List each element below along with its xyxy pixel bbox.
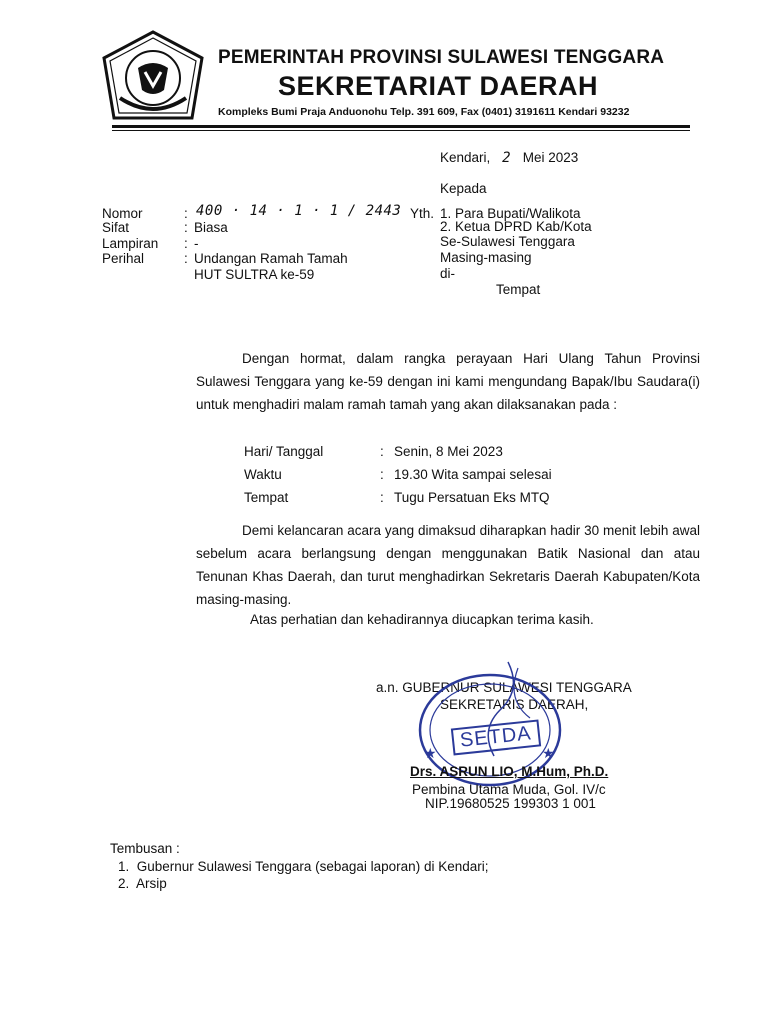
header-rule: [112, 125, 690, 128]
perihal-label: Perihal: [102, 251, 145, 266]
colon: :: [380, 444, 384, 459]
detail-value: 19.30 Wita sampai selesai: [394, 467, 552, 482]
header-secretariat: SEKRETARIAT DAERAH: [278, 71, 599, 101]
sifat-label: Sifat: [102, 220, 130, 235]
nomor-label: Nomor: [102, 206, 143, 221]
signatory-rank: Pembina Utama Muda, Gol. IV/c: [412, 782, 606, 797]
cc-title: Tembusan :: [110, 841, 180, 856]
colon: :: [380, 467, 384, 482]
closing-line: Atas perhatian dan kehadirannya diucapkan terima kasih.: [250, 612, 594, 627]
addressee-yth: Yth.: [410, 206, 435, 221]
addressee-line: Masing-masing: [440, 250, 532, 265]
colon: :: [184, 206, 188, 221]
cc-item: 2. Arsip: [118, 876, 167, 891]
addressee-line: 1. Para Bupati/Walikota: [440, 206, 581, 221]
detail-label: Tempat: [244, 490, 289, 505]
detail-value: Tugu Persatuan Eks MTQ: [394, 490, 550, 505]
header-government: PEMERINTAH PROVINSI SULAWESI TENGGARA: [218, 47, 665, 68]
signatory-nip: NIP.19680525 199303 1 001: [425, 796, 596, 811]
colon: :: [184, 220, 188, 235]
cc-item: 1. Gubernur Sulawesi Tenggara (sebagai laporan) di Kendari;: [118, 859, 489, 874]
detail-label: Hari/ Tanggal: [244, 444, 324, 459]
detail-value: Senin, 8 Mei 2023: [394, 444, 503, 459]
date-line: Kendari, 2 Mei 2023: [440, 150, 579, 166]
svg-text:★: ★: [424, 746, 437, 762]
colon: :: [380, 490, 384, 505]
svg-text:★: ★: [542, 746, 555, 762]
detail-label: Waktu: [244, 467, 282, 482]
stamp-center-text: SETDA: [451, 719, 541, 755]
lampiran-value: -: [194, 236, 199, 251]
nomor-value: 400 · 14 · 1 · 1 / 2443: [196, 203, 402, 219]
colon: :: [184, 251, 188, 266]
sifat-value: Biasa: [194, 220, 228, 235]
perihal-value: HUT SULTRA ke-59: [194, 267, 315, 282]
body-paragraph: Dengan hormat, dalam rangka perayaan Hari Ulang Tahun Provinsi Sulawesi Tenggara yang ke-59 dengan ini kami mengundang Bapak/Ibu Saudara(i) untuk menghadiri malam ramah tamah yang akan dilaksanakan pada :: [196, 351, 700, 412]
lampiran-label: Lampiran: [102, 236, 159, 251]
header-rule-thin: [112, 130, 690, 131]
colon: :: [184, 236, 188, 251]
addressee-intro: Kepada: [440, 181, 487, 196]
addressee-line: Se-Sulawesi Tenggara: [440, 234, 575, 249]
header-address: Kompleks Bumi Praja Anduonohu Telp. 391 609, Fax (0401) 3191611 Kendari 93232: [218, 106, 630, 118]
logo: [98, 28, 208, 126]
signatory-name: Drs. ASRUN LIO, M.Hum, Ph.D.: [410, 764, 609, 779]
perihal-value: Undangan Ramah Tamah: [194, 251, 348, 266]
addressee-place: Tempat: [496, 282, 541, 297]
body-paragraph: Demi kelancaran acara yang dimaksud diharapkan hadir 30 menit lebih awal sebelum acara berlangsung dengan menggunakan Batik Nasional dan atau Tenunan Khas Daerah, dan turut menghadirkan Sekretaris Daerah Kabupaten/Kota masing-masing.: [196, 523, 700, 607]
signature-line: a.n. GUBERNUR SULAWESI TENGGARA: [376, 680, 632, 695]
addressee-line: di-: [440, 266, 456, 281]
signature-line: SEKRETARIS DAERAH,: [440, 697, 589, 712]
addressee-line: 2. Ketua DPRD Kab/Kota: [440, 219, 592, 234]
